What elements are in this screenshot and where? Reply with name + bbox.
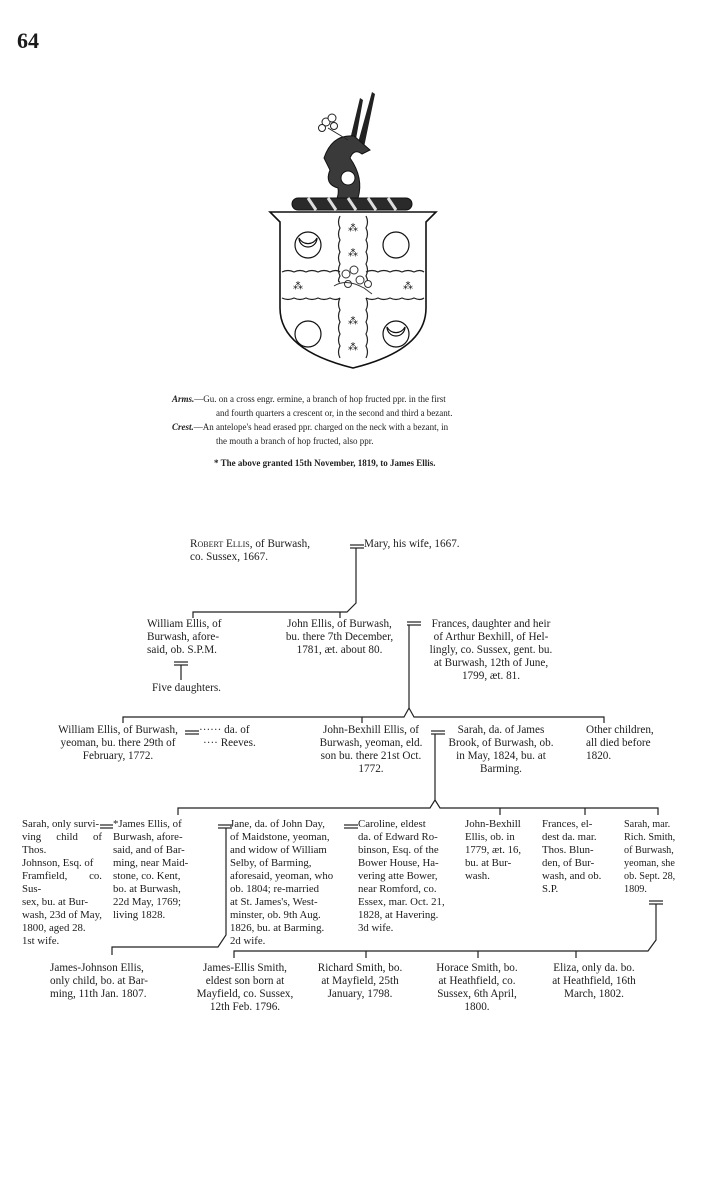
person-james-ellis-smith: James-Ellis Smith, eldest son born at Mayfield, co. Sussex, 12th Feb. 1796. [196,962,294,1013]
person-name: Robert Ellis [190,538,250,550]
person-sarah-johnson: Sarah, only survi- ving child of Thos. Johnson, Esq. of Framfield, co. Sus- sex, bu. at Bur- wash, 23d of May, 1800, aged 28. 1st wife. [22,818,102,947]
person-horace-smith: Horace Smith, bo. at Heathfield, co. Sussex, 6th April, 1800. [436,962,518,1013]
person-sarah-smith: Sarah, mar. Rich. Smith, of Burwash, yeoman, she ob. Sept. 28, 1809. [624,819,676,895]
person-jane-day: Jane, da. of John Day, of Maidstone, yeoman, and widow of William Selby, of Barming, aforesaid, yeoman, who ob. 1804; re-married at St. James's, West- minster, ob. 9th Aug. 1826, bu. at Barming. 2d wife. [230,818,334,947]
crest-line: the mouth a branch of hop fructed, also ppr. [216,436,374,446]
person-frances-bexhill: Frances, daughter and heir of Arthur Bexhill, of Hel- lingly, co. Sussex, gent. bu. at Burwash, 12th of June, 1799, æt. 81. [429,618,553,682]
person-robert-ellis: Robert Ellis, of Burwash, co. Sussex, 1667. [190,538,311,563]
person-john-bexhill-ellis: John-Bexhill Ellis, of Burwash, yeoman, eld. son bu. there 21st Oct. 1772. [319,724,423,775]
svg-text:⁂: ⁂ [293,281,303,292]
grant-note: * The above granted 15th November, 1819, to James Ellis. [214,458,436,468]
page-number: 64 [17,28,39,53]
person-caroline-robinson: Caroline, eldest da. of Edward Ro- binson, Esq. of the Bower House, Ha- vering atte Bower, near Romford, co. Essex, mar. Oct. 21, 1828, at Havering. 3d wife. [358,818,445,934]
svg-text:⁂: ⁂ [348,248,358,259]
arms-line: and fourth quarters a crescent or, in the second and third a bezant. [216,408,453,418]
descent-line [435,800,658,815]
person-james-johnson-ellis: James-Johnson Ellis, only child, bo. at Bar- ming, 11th Jan. 1807. [50,962,148,1000]
person-frances-blunden: Frances, el- dest da. mar. Thos. Blun- den, of Bur- wash, and ob. S.P. [542,818,602,895]
svg-text:⁂: ⁂ [348,342,358,353]
person-mary: Mary, his wife, 1667. [364,538,460,550]
person-john-bexhill-ellis-jr: John-Bexhill Ellis, ob. in 1779, æt. 16, bu. at Bur- wash. [465,818,522,882]
svg-text:⁂: ⁂ [348,316,358,327]
person-other-children: Other children, all died before 1820. [586,724,654,762]
person-john-ellis: John Ellis, of Burwash, bu. there 7th December, 1781, æt. about 80. [285,618,394,656]
person-william-ellis-jr: William Ellis, of Burwash, yeoman, bu. there 29th of February, 1772. [58,724,178,762]
issue-five-daughters: Five daughters. [152,682,221,694]
crest-label: Crest. [172,422,194,432]
arms-line: Arms.—Gu. on a cross engr. ermine, a branch of hop fructed ppr. in the first [172,394,446,404]
svg-text:⁂: ⁂ [348,223,358,234]
arms-label: Arms. [172,394,195,404]
descent-line [409,708,604,723]
person-reeves: ······ da. of ···· Reeves. [199,724,256,749]
crest-line: Crest.—An antelope's head erased ppr. charged on the neck with a bezant, in [172,422,449,432]
person-sarah-brook: Sarah, da. of James Brook, of Burwash, ob. in May, 1824, bu. at Barming. [448,724,554,775]
person-richard-smith: Richard Smith, bo. at Mayfield, 25th January, 1798. [317,962,403,1000]
person-william-ellis-sr: William Ellis, of Burwash, afore- said, ob. S.P.M. [147,618,222,656]
svg-text:⁂: ⁂ [403,281,413,292]
person-james-ellis: *James Ellis, of Burwash, afore- said, and of Bar- ming, near Maid- stone, co. Kent, bo. at Burwash, 22d May, 1769; living 1828. [113,818,189,921]
person-eliza-smith: Eliza, only da. bo. at Heathfield, 16th March, 1802. [552,962,636,1000]
